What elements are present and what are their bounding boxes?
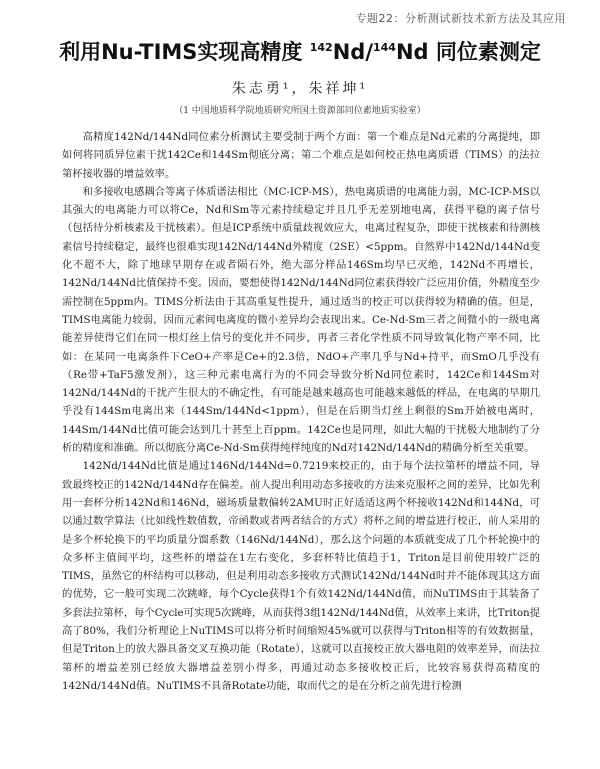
authors: 朱志勇¹，朱祥坤¹ xyxy=(231,81,369,97)
article-body xyxy=(62,128,540,695)
paragraph: 高精度142Nd/144Nd同位素分析测试主要受制于两个方面：第一个难点是Nd元素的分离提纯，即如何将同质异位素干扰142Ce和144Sm彻底分离；第二个难点是如何校正热电离质谱（TIMS）的法拉第杯接收器的增益效率。 xyxy=(62,131,540,180)
running-head: 专题22：分析测试新技术新方法及其应用 xyxy=(355,12,566,25)
affiliation: （1 中国地质科学院地质研究所国土资源部同位素地质实验室） xyxy=(174,106,426,116)
paragraph: 142Nd/144Nd比值是通过146Nd/144Nd=0.7219来校正的，由于每个法拉第杯的增益不同，导致最终校正的142Nd/144Nd存在偏差。前人提出利用动态多接收的方法来克服杯之间的差异，比如先利用一套杯分析142Nd和146Nd，磁场质量数偏转2AMU时正好适适这两个杯接收142Nd和144Nd，可以通过数学算法（比如线性数值数，帝函数或者两者结合的方式）将杯之间的增益进行校正，前人采用的是多个杯轮换下的平均质量分馏系数（146Nd/144Nd），那么这个问题的本质就变成了几个杯轮换中的众多杯主值间平均，这些杯的增益在1左右变化，多套杯特比值趋于1，Triton是目前使用较广泛的TIMS，虽然它的杯结构可以移动，但是利用动态多接收方式测试142Nd/144Nd时并不能体现其这方面的优势，它一般可实现二次跳峰，每个Cycle获得1个有效142Nd/144Nd值，而NuTIMS由于其装备了多套法拉第杯，每个Cycle可实现5次跳峰，从而获得3组142Nd/144Nd值，从效率上来讲，比Triton提高了80%，我们分析理论上NuTIMS可以将分析时间缩短45%就可以获得与Triton相等的有效数据量，但是Triton上的放大器具备交叉互换功能（Rotate），这就可以直接校正放大器电阻的效率差异，而法拉第杯的增益差别已经放大器增益差别小得多，再通过动态多接收校正后，比较容易获得高精度的142Nd/144Nd值。NuTIMS不具备Rotate功能，取而代之的是在分析之前先进行检测 xyxy=(62,460,540,692)
article-title: 利用Nu-TIMS实现高精度 $^{142}$Nd/$^{144}$Nd 同位素测定 xyxy=(59,40,541,64)
paragraph: 和多接收电感耦合等离子体质谱法相比（MC-ICP-MS），热电离质谱的电离能力弱，MC-ICP-MS以其强大的电离能力可以将Ce，Nd和Sm等元素持续稳定并且几乎无差别地电离，获得平稳的离子信号（包括待分析核素及干扰核素）。但是ICP系统中质量歧视效应大，电离过程复杂，即使干扰核素和待测核素信号持续稳定，最终也很难实现142Nd/144Nd外精度（2SE）<5ppm。自然界中142Nd/144Nd变化不超不大，除了地球早期存在或者陨石外，绝大部分样品146Sm均早已灭绝，142Nd不再增长，142Nd/144Nd比值保持不变。因而，要想使得142Nd/144Nd同位素获得较广泛应用价值，外精度至少需控制在5ppm内。TIMS分析法由于其高重复性提升，通过适当的校正可以获得较为精确的值。但是，TIMS电离能力较弱，因而元素间电离度的微小差异均会表现出来。Ce-Nd-Sm三者之间微小的一级电离能差异使得它们在同一根灯丝上信号的变化并不同步，再者三者化学性质不同导致氧化物产率不同，比如：在某同一电离条件下CeO+产率是Ce+的2.3倍，NdO+产率几乎与Nd+持平，而SmO几乎没有（Re带+TaF5激发剂），这三种元素电离行为的不同会导致分析Nd同位素时，142Ce和144Sm对142Nd/144Nd的干扰产生很大的不确定性，有可能是越来越高也可能越来越低的样品，在电离的早期几乎没有144Sm电离出来（144Sm/144Nd<1ppm），但是在后期当灯丝上剩很的Sm开始被电离时，144Sm/144Nd比值可能会达到几十甚至上百ppm。142Ce也是同理，如此大幅的干扰极大地制约了分析的精度和准确。所以彻底分离Ce-Nd-Sm获得纯样纯度的Nd对142Nd/144Nd的精确分析至关重要。 xyxy=(62,185,540,455)
